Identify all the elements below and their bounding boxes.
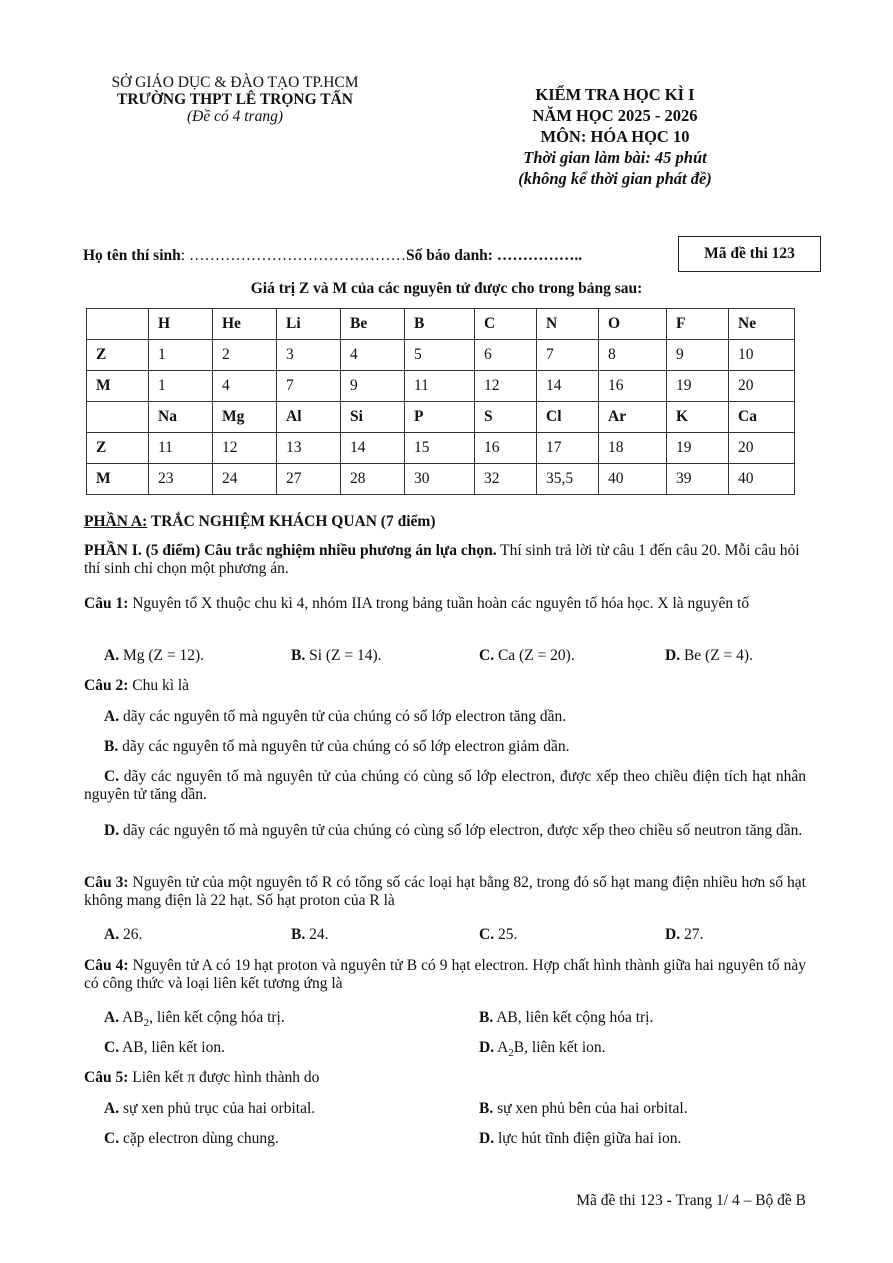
- question-label: Câu 2:: [84, 677, 129, 694]
- value-cell: 18: [599, 433, 667, 464]
- element-symbol-cell: P: [405, 402, 475, 433]
- row-header-cell: M: [87, 371, 149, 402]
- value-cell: 8: [599, 340, 667, 371]
- footer-separator: -: [662, 1192, 676, 1209]
- q2-option-c[interactable]: C. dãy các nguyên tố mà nguyên tử của chúng có cùng số lớp electron, được xếp theo chiều điện tích hạt nhân nguyên tử tăng dần.: [84, 768, 806, 803]
- value-cell: 1: [149, 371, 213, 402]
- footer-page-number: Trang 1/ 4 – Bộ đề B: [675, 1192, 806, 1209]
- element-symbol-cell: Si: [341, 402, 405, 433]
- question-label: Câu 3:: [84, 874, 129, 891]
- element-symbol-cell: Na: [149, 402, 213, 433]
- value-cell: 7: [277, 371, 341, 402]
- question-text: Nguyên tố X thuộc chu kì 4, nhóm IIA trong bảng tuần hoàn các nguyên tố hóa học. X là nguyên tố: [128, 595, 750, 612]
- question-text: Nguyên tử của một nguyên tố R có tổng số các loại hạt bằng 82, trong đó số hạt mang điện nhiều hơn số hạt không mang điện là 22 hạt. Số hạt proton của R là: [84, 874, 806, 909]
- value-cell: 11: [149, 433, 213, 464]
- q5-option-c[interactable]: C. cặp electron dùng chung.: [104, 1130, 279, 1147]
- value-cell: 10: [729, 340, 795, 371]
- value-cell: 12: [475, 371, 537, 402]
- value-cell: 4: [213, 371, 277, 402]
- atomic-values-table: [86, 308, 795, 495]
- value-cell: 32: [475, 464, 537, 495]
- q2-option-d[interactable]: D. dãy các nguyên tố mà nguyên tử của chúng có cùng số lớp electron, được xếp theo chiều số neutron tăng dần.: [104, 822, 803, 839]
- table-row: [87, 340, 795, 371]
- value-cell: 40: [729, 464, 795, 495]
- table-row: [87, 402, 795, 433]
- value-cell: 19: [667, 371, 729, 402]
- q1-option-a[interactable]: A. Mg (Z = 12).: [104, 647, 205, 664]
- q4-option-a[interactable]: A. $AB_2$, liên kết cộng hóa trị.: [104, 1009, 285, 1030]
- q3-option-d[interactable]: D. 27.: [665, 926, 704, 943]
- value-cell: 20: [729, 433, 795, 464]
- q1-option-c[interactable]: C. Ca (Z = 20).: [479, 647, 575, 664]
- value-cell: 13: [277, 433, 341, 464]
- value-cell: 16: [475, 433, 537, 464]
- question-text: Liên kết π được hình thành do: [128, 1069, 320, 1086]
- question-text: Chu kì là: [128, 677, 190, 694]
- element-symbol-cell: H: [149, 309, 213, 340]
- element-symbol-cell: Mg: [213, 402, 277, 433]
- value-cell: 16: [599, 371, 667, 402]
- school-header: [60, 74, 410, 125]
- value-cell: 27: [277, 464, 341, 495]
- part-a-title: [84, 513, 806, 531]
- value-cell: 15: [405, 433, 475, 464]
- question-label: Câu 5:: [84, 1069, 129, 1086]
- exam-title: KIỂM TRA HỌC KÌ I: [535, 85, 695, 104]
- value-cell: 2: [213, 340, 277, 371]
- table-row: [87, 371, 795, 402]
- question-5: [84, 1069, 806, 1087]
- value-cell: 19: [667, 433, 729, 464]
- subject-name: MÔN: HÓA HỌC 10: [540, 127, 690, 146]
- value-cell: 23: [149, 464, 213, 495]
- value-cell: 4: [341, 340, 405, 371]
- table-row: [87, 309, 795, 340]
- value-cell: 9: [667, 340, 729, 371]
- row-header-cell: M: [87, 464, 149, 495]
- value-cell: 7: [537, 340, 599, 371]
- value-cell: 3: [277, 340, 341, 371]
- element-symbol-cell: C: [475, 309, 537, 340]
- value-cell: 30: [405, 464, 475, 495]
- value-cell: 24: [213, 464, 277, 495]
- value-cell: 14: [341, 433, 405, 464]
- row-header-cell: Z: [87, 340, 149, 371]
- q4-option-b[interactable]: B. AB, liên kết cộng hóa trị.: [479, 1009, 654, 1026]
- name-label: Họ tên thí sinh: [83, 247, 181, 264]
- q4-option-c[interactable]: C. AB, liên kết ion.: [104, 1039, 225, 1056]
- q1-option-b[interactable]: B. Si (Z = 14).: [291, 647, 382, 664]
- department-name: SỞ GIÁO DỤC & ĐÀO TẠO TP.HCM: [111, 74, 359, 91]
- part-1-instructions: [84, 542, 806, 578]
- school-name: TRƯỜNG THPT LÊ TRỌNG TẤN: [117, 91, 353, 108]
- value-cell: 14: [537, 371, 599, 402]
- element-symbol-cell: B: [405, 309, 475, 340]
- page-count-note: (Đề có 4 trang): [187, 108, 283, 125]
- value-cell: 35,5: [537, 464, 599, 495]
- element-symbol-cell: Al: [277, 402, 341, 433]
- value-cell: 20: [729, 371, 795, 402]
- value-cell: 6: [475, 340, 537, 371]
- question-text: Nguyên tử A có 19 hạt proton và nguyên tử B có 9 hạt electron. Hợp chất hình thành giữa hai nguyên tố này có công thức và loại liên kết tương ứng là: [84, 957, 806, 992]
- row-header-cell: Z: [87, 433, 149, 464]
- question-3: [84, 874, 806, 910]
- q3-option-a[interactable]: A. 26.: [104, 926, 143, 943]
- value-cell: 39: [667, 464, 729, 495]
- element-symbol-cell: Ca: [729, 402, 795, 433]
- question-label: Câu 4:: [84, 957, 129, 974]
- exam-duration: Thời gian làm bài: 45 phút: [523, 148, 707, 167]
- page-footer: [576, 1192, 806, 1210]
- value-cell: 12: [213, 433, 277, 464]
- value-cell: 40: [599, 464, 667, 495]
- question-4: [84, 957, 806, 993]
- q3-option-b[interactable]: B. 24.: [291, 926, 329, 943]
- q2-option-b[interactable]: B. dãy các nguyên tố mà nguyên tử của chúng có số lớp electron giảm dần.: [104, 738, 570, 755]
- school-year: NĂM HỌC 2025 - 2026: [532, 106, 698, 125]
- element-symbol-cell: Li: [277, 309, 341, 340]
- element-symbol-cell: Cl: [537, 402, 599, 433]
- q4-option-d[interactable]: D. $A_2B$, liên kết ion.: [479, 1039, 606, 1060]
- duration-note: (không kể thời gian phát đề): [518, 169, 712, 188]
- question-label: Câu 1:: [84, 595, 129, 612]
- value-cell: 28: [341, 464, 405, 495]
- q5-option-d[interactable]: D. lực hút tĩnh điện giữa hai ion.: [479, 1130, 682, 1147]
- element-symbol-cell: S: [475, 402, 537, 433]
- candidate-info-line: [83, 247, 582, 265]
- element-symbol-cell: O: [599, 309, 667, 340]
- q5-option-b[interactable]: B. sự xen phủ bên của hai orbital.: [479, 1100, 688, 1117]
- table-caption: Giá trị Z và M của các nguyên tử được cho trong bảng sau:: [250, 280, 643, 297]
- part-1-heading: PHẦN I. (5 điểm) Câu trắc nghiệm nhiều phương án lựa chọn.: [84, 542, 497, 559]
- question-2: [84, 677, 806, 695]
- value-cell: 9: [341, 371, 405, 402]
- value-cell: 1: [149, 340, 213, 371]
- value-cell: 17: [537, 433, 599, 464]
- exam-code-box: Mã đề thi 123: [678, 236, 821, 272]
- part-1-text: Thí sinh trả lời từ câu 1 đến câu 20. Mỗi câu hỏi thí sinh chỉ chọn một phương án.: [84, 542, 800, 577]
- row-header-cell: [87, 309, 149, 340]
- footer-exam-code: Mã đề thi 123: [576, 1192, 663, 1209]
- q2-option-a[interactable]: A. dãy các nguyên tố mà nguyên tử của chúng có số lớp electron tăng dần.: [104, 708, 567, 725]
- element-symbol-cell: K: [667, 402, 729, 433]
- exam-header: [470, 84, 760, 189]
- q5-option-a[interactable]: A. sự xen phủ trục của hai orbital.: [104, 1100, 316, 1117]
- value-cell: 11: [405, 371, 475, 402]
- element-symbol-cell: F: [667, 309, 729, 340]
- part-a-heading: TRẮC NGHIỆM KHÁCH QUAN (7 điểm): [147, 513, 436, 530]
- name-blank: : ……………………………………: [180, 247, 406, 264]
- question-1: [84, 595, 806, 613]
- row-header-cell: [87, 402, 149, 433]
- element-symbol-cell: He: [213, 309, 277, 340]
- value-cell: 5: [405, 340, 475, 371]
- q1-option-d[interactable]: D. Be (Z = 4).: [665, 647, 753, 664]
- element-symbol-cell: N: [537, 309, 599, 340]
- element-symbol-cell: Ne: [729, 309, 795, 340]
- table-row: [87, 433, 795, 464]
- table-row: [87, 464, 795, 495]
- part-a-label: PHẦN A:: [84, 513, 148, 530]
- q3-option-c[interactable]: C. 25.: [479, 926, 518, 943]
- student-id-label: Số báo danh: ……………..: [405, 247, 583, 264]
- element-symbol-cell: Be: [341, 309, 405, 340]
- element-symbol-cell: Ar: [599, 402, 667, 433]
